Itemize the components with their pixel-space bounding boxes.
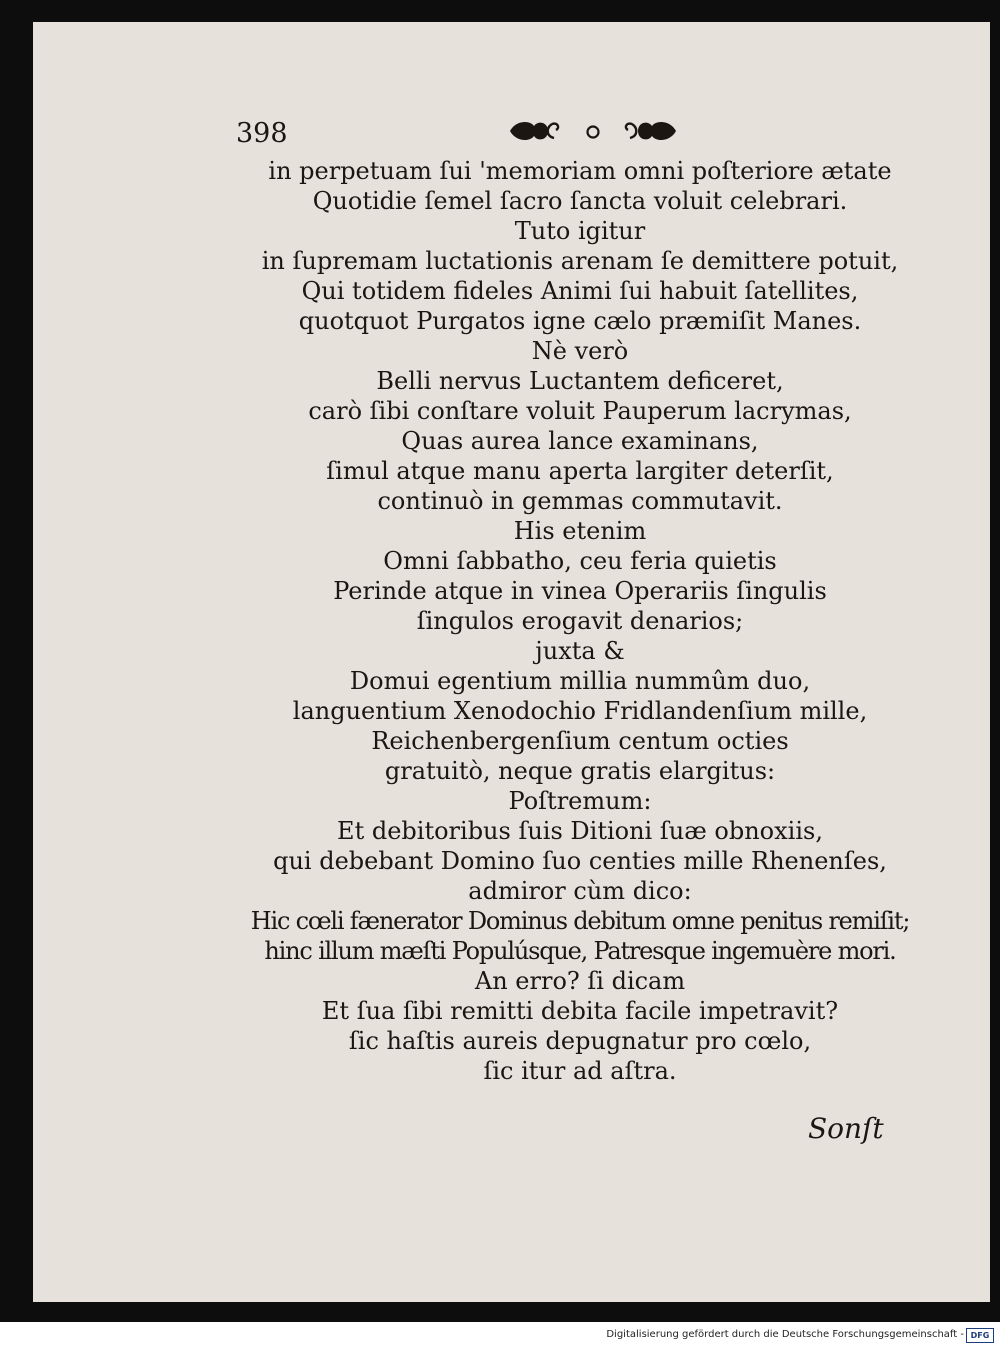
- text-line: Poſtremum:: [508, 787, 652, 815]
- text-line: carò ſibi conſtare voluit Pauperum lacrymas,: [308, 397, 852, 425]
- text-line: Nè verò: [531, 337, 629, 365]
- text-line: continuò in gemmas commutavit.: [377, 487, 783, 515]
- text-line: Quotidie ſemel ſacro ſancta voluit celebrari.: [312, 187, 848, 215]
- dfg-logo: DFG: [966, 1328, 994, 1343]
- text-line: Reichenbergenſium centum octies: [371, 727, 789, 755]
- text-line: ſimul atque manu aperta largiter deterſit,: [326, 457, 834, 485]
- text-line: quotquot Purgatos igne cælo præmiſit Manes.: [298, 307, 862, 335]
- text-line: Domui egentium millia nummûm duo,: [349, 667, 811, 695]
- text-line: Hic cœli fænerator Dominus debitum omne penitus remiſit;: [250, 907, 910, 935]
- text-line: Omni ſabbatho, ceu feria quietis: [383, 547, 777, 575]
- text-line: in ſupremam luctationis arenam ſe demittere potuit,: [261, 247, 899, 275]
- text-line: His etenim: [513, 517, 647, 545]
- text-line: Qui totidem fideles Animi ſui habuit ſatellites,: [301, 277, 859, 305]
- text-line: hinc illum mæſti Populúsque, Patresque ingemuère mori.: [264, 937, 896, 965]
- text-line: languentium Xenodochio Fridlandenſium mille,: [292, 697, 868, 725]
- text-line: qui debebant Domino ſuo centies mille Rhenenſes,: [273, 847, 887, 875]
- text-line: ſingulos erogavit denarios;: [416, 607, 744, 635]
- text-line: ſic itur ad aſtra.: [483, 1057, 677, 1085]
- text-line: gratuitò, neque gratis elargitus:: [384, 757, 776, 785]
- digitization-credit: Digitalisierung gefördert durch die Deutsche Forschungsgemeinschaft -: [606, 1329, 964, 1340]
- page-number: 398: [236, 118, 288, 149]
- text-line: in perpetuam ſui 'memoriam omni poſteriore ætate: [268, 157, 892, 185]
- text-line: Quas aurea lance examinans,: [401, 427, 759, 455]
- printer-ornament-icon: [508, 114, 678, 150]
- text-line: Perinde atque in vinea Operariis ſingulis: [333, 577, 827, 605]
- text-line: An erro? ſi dicam: [474, 967, 686, 995]
- text-line: Et ſua ſibi remitti debita facile impetravit?: [321, 997, 839, 1025]
- text-line: Belli nervus Luctantem deficeret,: [376, 367, 784, 395]
- body-text: [240, 156, 920, 1086]
- text-line: juxta &: [535, 637, 625, 665]
- text-line: admiror cùm dico:: [468, 877, 692, 905]
- catchword: Sonſt: [808, 1112, 884, 1145]
- text-line: Et debitoribus ſuis Ditioni ſuæ obnoxiis,: [337, 817, 823, 845]
- text-line: Tuto igitur: [514, 217, 646, 245]
- text-line: ſic haſtis aureis depugnatur pro cœlo,: [348, 1027, 812, 1055]
